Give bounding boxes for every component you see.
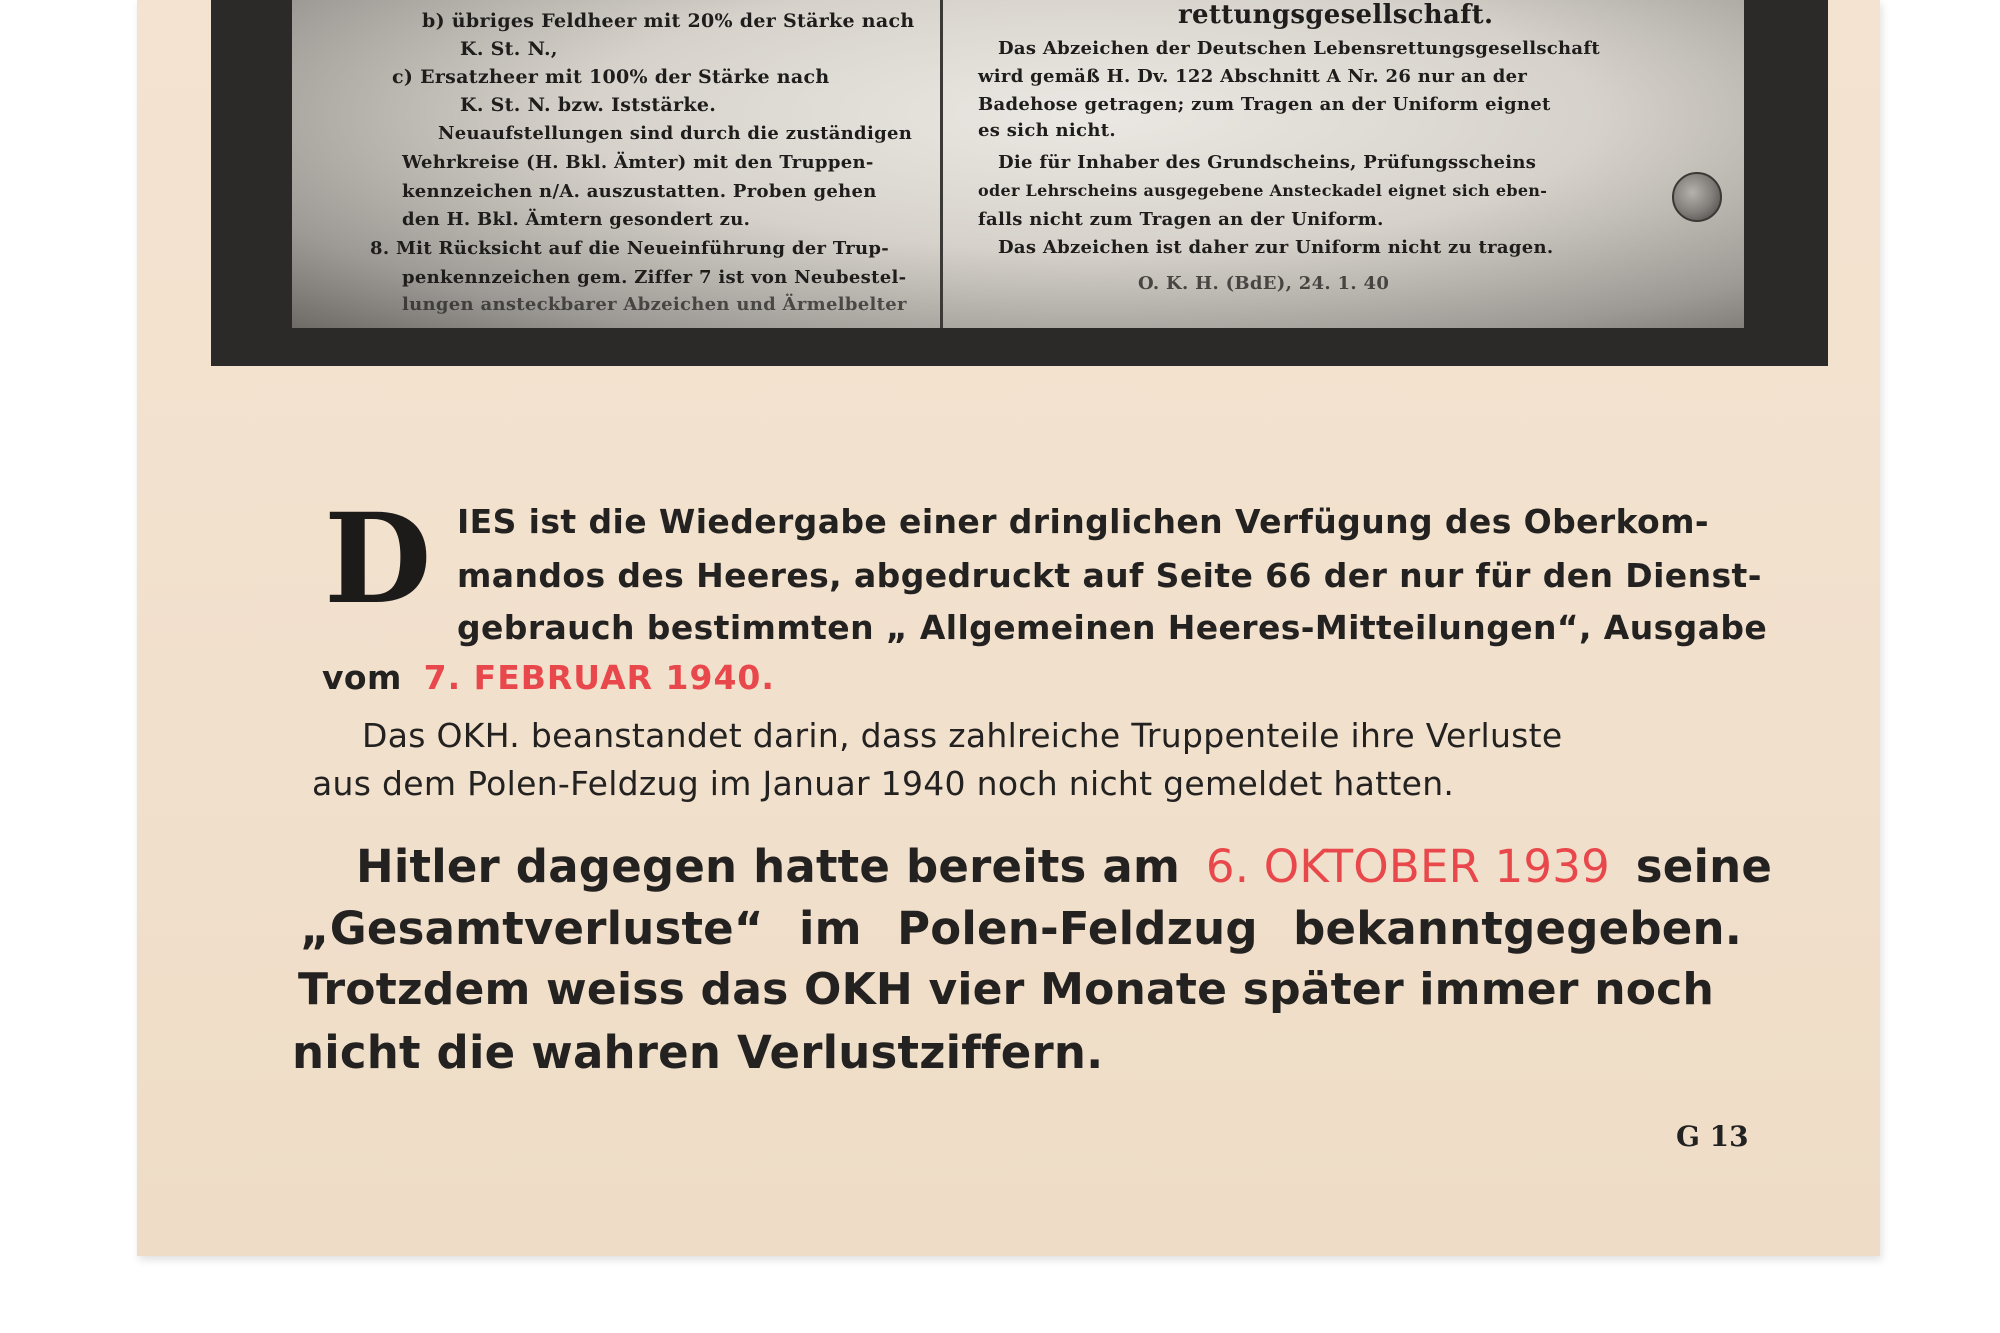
para2-line2: aus dem Polen-Feldzug im Januar 1940 noch nicht gemeldet hatten. (312, 764, 1455, 803)
scan-right-line-1: Das Abzeichen der Deutschen Lebensrettungsgesellschaft (998, 38, 1601, 59)
scan-left-line-2: K. St. N., (460, 38, 558, 60)
para3-word-im: im (799, 902, 862, 955)
scan-right-line-6: oder Lehrscheins ausgegebene Ansteckadel eignet sich eben- (978, 181, 1548, 200)
scan-right-line-3: Badehose getragen; zum Tragen an der Uniform eignet (978, 94, 1551, 115)
scan-left-line-11: lungen ansteckbarer Abzeichen und Ärmelbelter (402, 294, 907, 315)
date-october-1939: 6. OKTOBER 1939 (1205, 840, 1610, 893)
para3-line1-b: seine (1635, 840, 1773, 893)
para3-word-bekanntgegeben: bekanntgegeben. (1293, 902, 1742, 955)
para2-line1: Das OKH. beanstandet darin, dass zahlreiche Truppenteile ihre Verluste (362, 716, 1563, 755)
document-photo (292, 0, 1744, 328)
scan-left-line-1: b) übriges Feldheer mit 20% der Stärke nach (422, 10, 915, 32)
scan-left-line-6: Wehrkreise (H. Bkl. Ämter) mit den Truppen- (402, 152, 874, 173)
scan-left-line-7: kennzeichen n/A. auszustatten. Proben gehen (402, 181, 877, 202)
para3-word-gesamtverluste: „Gesamtverluste“ (300, 902, 764, 955)
scan-left-line-5: Neuaufstellungen sind durch die zuständigen (438, 123, 913, 144)
para1-line1: IES ist die Wiedergabe einer dringlichen Verfügung des Oberkom- (457, 502, 1709, 541)
scan-left-line-9: 8. Mit Rücksicht auf die Neueinführung der Trup- (370, 238, 890, 259)
scan-left-line-3: c) Ersatzheer mit 100% der Stärke nach (392, 66, 830, 88)
para3-word-polen-feldzug: Polen-Feldzug (897, 902, 1258, 955)
para3-line2 (300, 902, 1742, 955)
para1-line3: gebrauch bestimmten „ Allgemeinen Heeres-Mitteilungen“, Ausgabe (457, 608, 1768, 647)
scan-right-line-5: Die für Inhaber des Grundscheins, Prüfungsscheins (998, 152, 1537, 173)
para1-line2: mandos des Heeres, abgedruckt auf Seite 66 der nur für den Dienst- (457, 556, 1762, 595)
scan-left-line-4: K. St. N. bzw. Iststärke. (460, 94, 717, 116)
para1-vom: vom (322, 658, 402, 697)
scan-right-heading: rettungsgesellschaft. (1178, 0, 1494, 30)
leaflet-code: G 13 (1676, 1120, 1749, 1153)
para3-line1 (356, 840, 1772, 893)
para3-line1-a: Hitler dagegen hatte bereits am (356, 840, 1181, 893)
column-divider (940, 0, 943, 328)
para3-line4: nicht die wahren Verlustziffern. (292, 1026, 1104, 1079)
mounting-rivet (1672, 172, 1722, 222)
para3-line3: Trotzdem weiss das OKH vier Monate später immer noch (298, 964, 1714, 1015)
scan-left-line-8: den H. Bkl. Ämtern gesondert zu. (402, 209, 751, 230)
scan-right-line-7: falls nicht zum Tragen an der Uniform. (978, 209, 1384, 230)
scan-left-line-10: penkennzeichen gem. Ziffer 7 ist von Neubestel- (402, 267, 907, 288)
para1-line4 (322, 658, 775, 697)
scan-right-line-2: wird gemäß H. Dv. 122 Abschnitt A Nr. 26 nur an der (978, 66, 1528, 87)
scan-right-line-9: O. K. H. (BdE), 24. 1. 40 (1138, 273, 1390, 294)
drop-cap: D (324, 487, 432, 632)
scan-right-line-8: Das Abzeichen ist daher zur Uniform nicht zu tragen. (998, 237, 1554, 258)
scan-right-line-4: es sich nicht. (978, 120, 1116, 141)
date-february-1940: 7. FEBRUAR 1940. (423, 658, 775, 697)
